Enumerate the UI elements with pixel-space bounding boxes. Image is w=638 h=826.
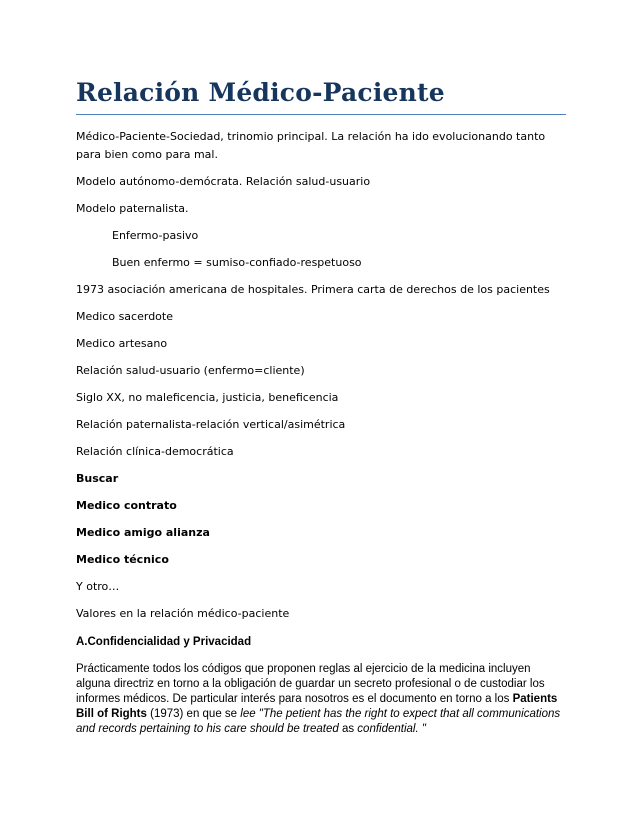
paragraph-intro: Médico-Paciente-Sociedad, trinomio principal. La relación ha ido evolucionando tanto para bien como para mal. <box>76 130 546 161</box>
text-italic-quote: lee "The petient has the right to expect that all communications and records pertaining to his care should be treated <box>76 708 561 735</box>
paragraph-medico-amigo: Medico amigo alianza <box>76 526 210 539</box>
paragraph-medico-tecnico: Medico técnico <box>76 553 169 566</box>
paragraph-medico-sacerdote: Medico sacerdote <box>76 310 173 323</box>
text-part1: Prácticamente todos los códigos que proponen reglas al ejercicio de la medicina incluyen alguna directriz en torno a la obligación de guardar un secreto profesional o de custodiar los informes médicos. De particular interés para nosotros es el documento en torno a los <box>76 663 545 705</box>
paragraph-buen-enfermo: Buen enfermo = sumiso-confiado-respetuoso <box>112 256 362 269</box>
text-italic-confidential: confidential. " <box>357 723 426 735</box>
text-part2: (1973) en que se <box>146 708 241 720</box>
page-title: Relación Médico-Paciente <box>76 78 566 115</box>
paragraph-confidencialidad <box>76 662 566 737</box>
text-part3: as <box>338 723 358 735</box>
paragraph-autonomo: Modelo autónomo-demócrata. Relación salud-usuario <box>76 175 371 188</box>
paragraph-relacion-vertical: Relación paternalista-relación vertical/asimétrica <box>76 418 346 431</box>
paragraph-buscar: Buscar <box>76 472 119 485</box>
paragraph-valores: Valores en la relación médico-paciente <box>76 607 290 620</box>
text-bold-patients-bill: Patients Bill of Rights <box>76 693 558 720</box>
document-body <box>76 128 566 737</box>
paragraph-siglo-xx: Siglo XX, no maleficencia, justicia, beneficencia <box>76 391 339 404</box>
document-page <box>76 78 566 737</box>
section-heading: A.Confidencialidad y Privacidad <box>76 636 252 648</box>
paragraph-clinica-democratica: Relación clínica-democrática <box>76 445 234 458</box>
paragraph-y-otro: Y otro… <box>76 580 120 593</box>
paragraph-1973: 1973 asociación americana de hospitales. Primera carta de derechos de los pacientes <box>76 283 550 296</box>
paragraph-medico-artesano: Medico artesano <box>76 337 168 350</box>
paragraph-enfermo-pasivo: Enfermo-pasivo <box>112 229 199 242</box>
paragraph-paternalista: Modelo paternalista. <box>76 202 189 215</box>
paragraph-salud-usuario: Relación salud-usuario (enfermo=cliente) <box>76 364 305 377</box>
paragraph-medico-contrato: Medico contrato <box>76 499 177 512</box>
